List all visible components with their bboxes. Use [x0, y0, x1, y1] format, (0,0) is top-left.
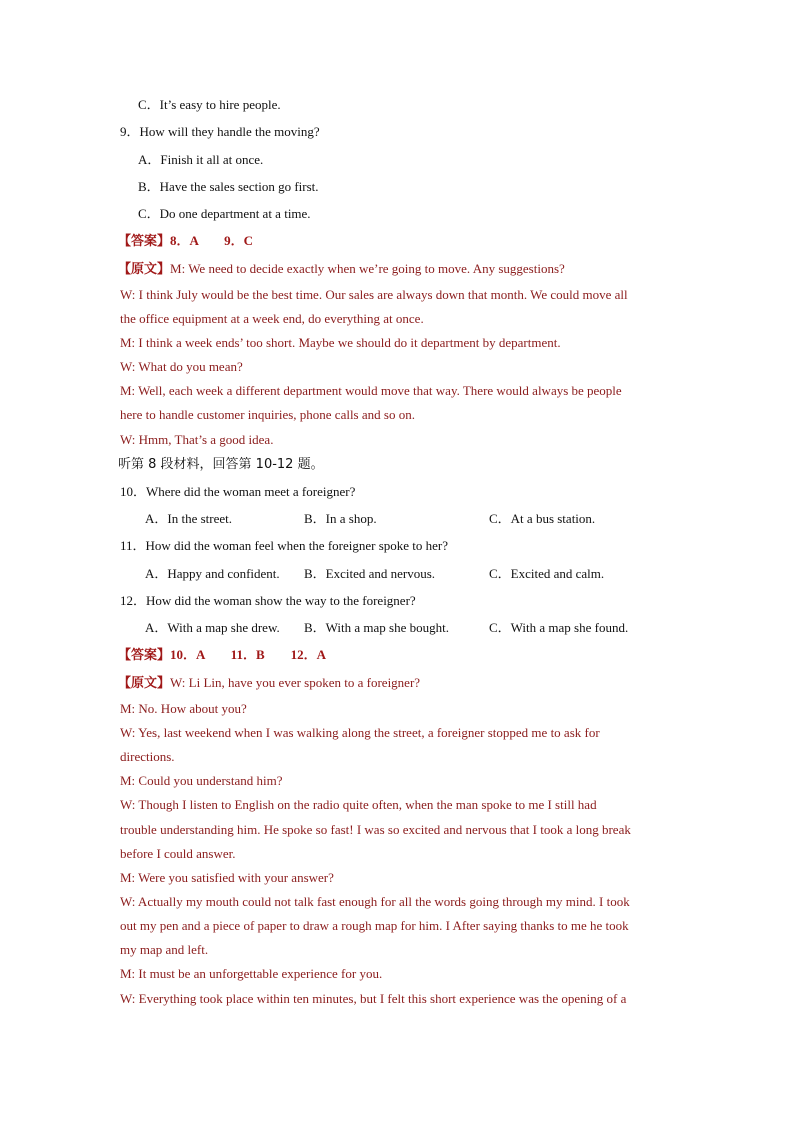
section-heading: 听第 8 段材料，回答第 10-12 题。: [118, 457, 324, 472]
transcript-2-line: M: Could you understand him?: [120, 773, 283, 788]
q11-option-a: A．Happy and confident.: [145, 566, 280, 581]
transcript-2-line: out my pen and a piece of paper to draw a rough map for him. I After saying thanks to me he took: [120, 918, 629, 933]
transcript-1-line: W: Hmm, That’s a good idea.: [120, 432, 274, 447]
q8-option-c: C．It’s easy to hire people.: [138, 97, 281, 112]
q11-question: 11．How did the woman feel when the foreigner spoke to her?: [120, 538, 449, 553]
transcript-2-first-line: [118, 675, 420, 692]
transcript-label: 【原文】: [118, 676, 171, 691]
q12-option-a: A．With a map she drew.: [145, 620, 280, 635]
q12-option-b: B．With a map she bought.: [304, 620, 449, 635]
answer-block-1: [118, 233, 253, 250]
q12-question: 12．How did the woman show the way to the foreigner?: [120, 593, 416, 608]
answer-block-2: [118, 647, 326, 664]
transcript-2-line: W: Actually my mouth could not talk fast enough for all the words going through my mind. I took: [120, 894, 630, 909]
q9-option-c: C．Do one department at a time.: [138, 206, 311, 221]
transcript-1-line: W: I think July would be the best time. Our sales are always down that month. We could move all: [120, 287, 628, 302]
q10-option-c: C．At a bus station.: [489, 511, 596, 526]
q10-option-b: B．In a shop.: [304, 511, 377, 526]
answer-text: 8．A 9．C: [170, 233, 254, 248]
q9-option-a: A．Finish it all at once.: [138, 152, 264, 167]
transcript-text: M: We need to decide exactly when we’re going to move. Any suggestions?: [170, 261, 565, 276]
transcript-label: 【原文】: [118, 262, 171, 277]
transcript-2-line: directions.: [120, 749, 175, 764]
q10-option-a: A．In the street.: [145, 511, 233, 526]
q12-option-c: C．With a map she found.: [489, 620, 629, 635]
transcript-text: W: Li Lin, have you ever spoken to a foreigner?: [170, 675, 421, 690]
answer-label: 【答案】: [118, 234, 171, 249]
transcript-1-line: M: Well, each week a different department would move that way. There would always be people: [120, 383, 622, 398]
transcript-2-line: trouble understanding him. He spoke so fast! I was so excited and nervous that I took a long break: [120, 822, 631, 837]
transcript-1-line: M: I think a week ends’ too short. Maybe we should do it department by department.: [120, 335, 561, 350]
transcript-2-line: my map and left.: [120, 942, 209, 957]
transcript-1-first-line: [118, 261, 565, 278]
transcript-2-line: before I could answer.: [120, 846, 236, 861]
answer-label: 【答案】: [118, 648, 171, 663]
q11-option-c: C．Excited and calm.: [489, 566, 605, 581]
transcript-2-line: M: No. How about you?: [120, 701, 247, 716]
transcript-1-line: the office equipment at a week end, do everything at once.: [120, 311, 424, 326]
q9-option-b: B．Have the sales section go first.: [138, 179, 319, 194]
transcript-2-line: W: Though I listen to English on the radio quite often, when the man spoke to me I still had: [120, 797, 597, 812]
transcript-2-line: W: Yes, last weekend when I was walking along the street, a foreigner stopped me to ask for: [120, 725, 600, 740]
transcript-2-line: W: Everything took place within ten minutes, but I felt this short experience was the opening of a: [120, 991, 627, 1006]
transcript-2-line: M: Were you satisfied with your answer?: [120, 870, 334, 885]
transcript-1-line: W: What do you mean?: [120, 359, 243, 374]
answer-text: 10．A 11．B 12．A: [170, 647, 327, 662]
q10-question: 10．Where did the woman meet a foreigner?: [120, 484, 356, 499]
q9-question: 9．How will they handle the moving?: [120, 124, 320, 139]
q11-option-b: B．Excited and nervous.: [304, 566, 436, 581]
transcript-2-line: M: It must be an unforgettable experience for you.: [120, 966, 383, 981]
transcript-1-line: here to handle customer inquiries, phone calls and so on.: [120, 407, 415, 422]
